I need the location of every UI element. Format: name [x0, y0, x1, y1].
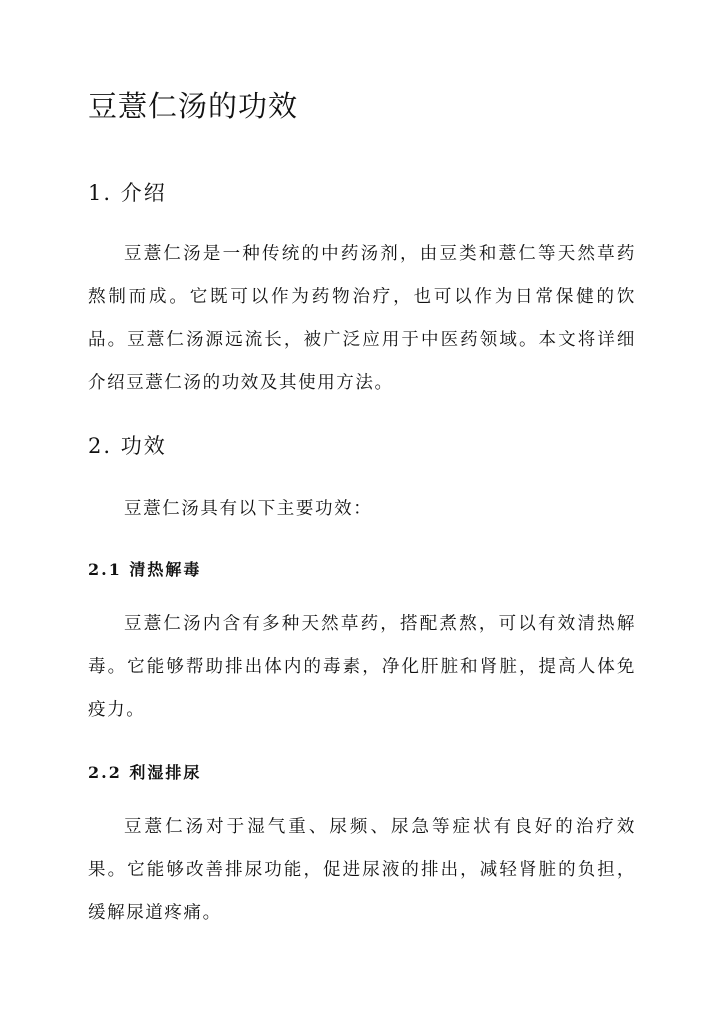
detox-paragraph: 豆薏仁汤内含有多种天然草药，搭配煮熬，可以有效清热解毒。它能够帮助排出体内的毒素，净化肝脏和肾脏，提高人体免疫力。 — [88, 614, 636, 720]
section-heading-intro: 1. 介绍 — [88, 181, 167, 205]
intro-paragraph: 豆薏仁汤是一种传统的中药汤剂，由豆类和薏仁等天然草药熬制而成。它既可以作为药物治疗，也可以作为日常保健的饮品。豆薏仁汤源远流长，被广泛应用于中医药领域。本文将详细介绍豆薏仁汤的功效及其使用方法。 — [88, 244, 636, 393]
effects-intro-paragraph: 豆薏仁汤具有以下主要功效： — [124, 499, 373, 519]
section-heading-effects: 2. 功效 — [88, 434, 167, 458]
subsection-heading-detox: 2.1 清热解毒 — [88, 560, 202, 579]
page-title: 豆薏仁汤的功效 — [88, 89, 299, 123]
diuretic-paragraph: 豆薏仁汤对于湿气重、尿频、尿急等症状有良好的治疗效果。它能够改善排尿功能，促进尿液的排出，减轻肾脏的负担，缓解尿道疼痛。 — [88, 817, 636, 923]
subsection-heading-diuretic: 2.2 利湿排尿 — [88, 763, 202, 782]
